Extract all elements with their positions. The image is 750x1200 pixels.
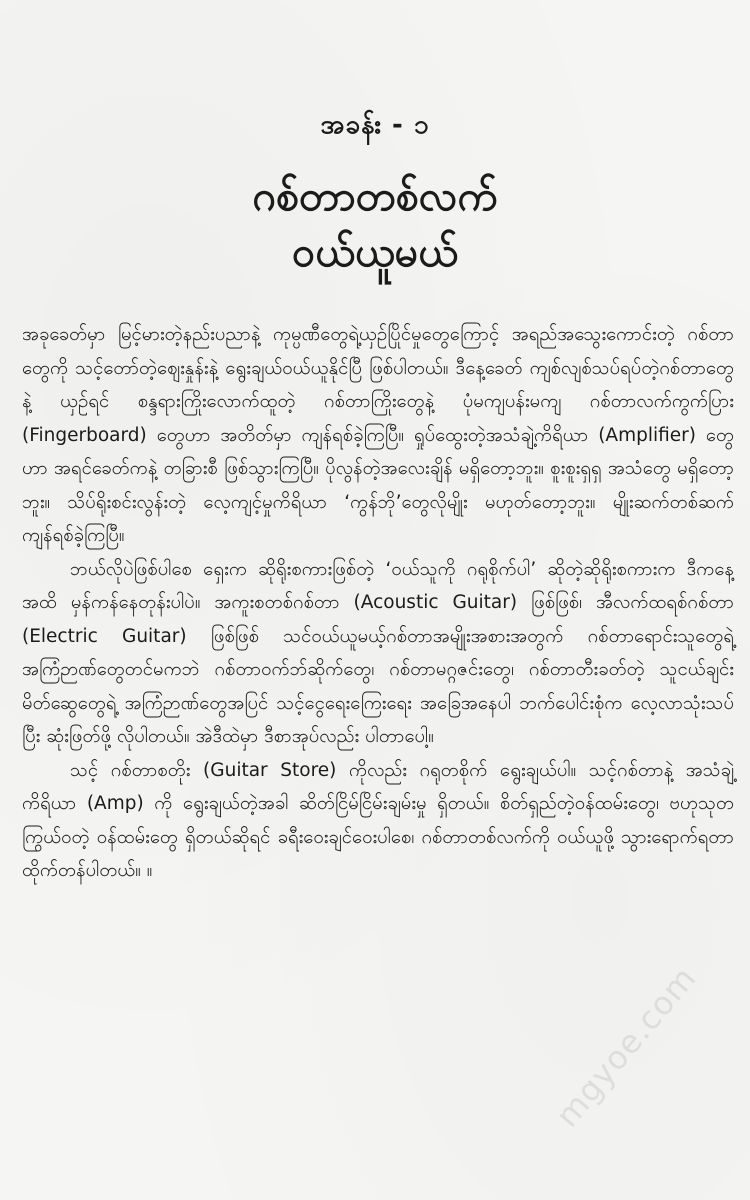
paragraph-2: ဘယ်လိုပဲဖြစ်ပါစေ ရှေးက ဆိုရိုးစကားဖြစ်တဲ့ ‘ဝယ်သူကို ဂရုစိုက်ပါ’ ဆိုတဲ့ဆိုရိုးစကားက ဒီကနေ့အထိ မှန်ကန်နေတုန်းပါပဲ။ အကူးစတစ်ဂစ်တာ (Acoustic Guitar) ဖြစ်ဖြစ်၊ အီလက်ထရစ်ဂစ်တာ (Electric Guitar) ဖြစ်ဖြစ် သင်ဝယ်ယူမယ့်ဂစ်တာအမျိုးအစားအတွက် ဂစ်တာရောင်းသူတွေရဲ့ အကြံဉာဏ်တွေတင်မကဘဲ ဂစ်တာဝက်ဘ်ဆိုက်တွေ၊ ဂစ်တာမဂ္ဂဇင်းတွေ၊ ဂစ်တာတီးခတ်တဲ့ သူငယ်ချင်းမိတ်ဆွေတွေရဲ့ အကြံဉာဏ်တွေအပြင် သင့်ငွေရေးကြေးရေး အခြေအနေပါ ဘက်ပေါင်းစုံက လေ့လာသုံးသပ်ပြီး ဆုံးဖြတ်ဖို့ လိုပါတယ်။ အဲဒီထဲမှာ ဒီစာအုပ်လည်း ပါတာပေါ့။ xyxy=(22,558,734,747)
chapter-title-line-2: ဝယ်ယူမယ် xyxy=(292,228,458,276)
watermark: mgyoe.com xyxy=(548,958,704,1135)
chapter-title xyxy=(0,168,750,280)
paragraph-1: အခုခေတ်မှာ မြင့်မားတဲ့နည်းပညာနဲ့ ကုမ္ပဏီတွေရဲ့ယှဉ်ပြိုင်မှုတွေကြောင့် အရည်အသွေးကောင်းတဲ့ ဂစ်တာတွေကို သင့်တော်တဲ့ဈေးနှုန်းနဲ့ ရွေးချယ်ဝယ်ယူနိုင်ပြီ ဖြစ်ပါတယ်။ ဒီနေ့ခေတ် ကျစ်လျစ်သပ်ရပ်တဲ့ဂစ်တာတွေနဲ့ ယှဉ်ရင် စန္ဒရားကြိုးလောက်ထူတဲ့ ဂစ်တာကြိုးတွေနဲ့ ပုံမကျပန်းမကျ ဂစ်တာလက်ကွက်ပြား (Fingerboard) တွေဟာ အတိတ်မှာ ကျန်ရစ်ခဲ့ကြပြီ။ ရှုပ်ထွေးတဲ့အသံချဲ့ကိရိယာ (Amplifier) တွေဟာ အရင်ခေတ်ကနဲ့ တခြားစီ ဖြစ်သွားကြပြီ။ ပိုလွန်တဲ့အလေးချိန် မရှိတော့ဘူး။ စူးစူးရှရှ အသံတွေ မရှိတော့ဘူး။ သိပ်ရိုးစင်းလွန်းတဲ့ လေ့ကျင့်မှုကိရိယာ ‘ကွန်ဘို’တွေလိုမျိုး မဟုတ်တော့ဘူး။ မျိုးဆက်တစ်ဆက် ကျန်ရစ်ခဲ့ကြပြီ။ xyxy=(22,324,734,546)
paragraph-3: သင့် ဂစ်တာစတိုး (Guitar Store) ကိုလည်း ဂရုတစိုက် ရွေးချယ်ပါ။ သင့်ဂစ်တာနဲ့ အသံချဲ့ကိရိယာ (Amp) ကို ရွေးချယ်တဲ့အခါ ဆိတ်ငြိမ်ငြိမ်းချမ်းမှု ရှိတယ်။ စိတ်ရှည်တဲ့ဝန်ထမ်းတွေ၊ ဗဟုသုတကြွယ်ဝတဲ့ ဝန်ထမ်းတွေ ရှိတယ်ဆိုရင် ခရီးဝေးချင်ဝေးပါစေ၊ ဂစ်တာတစ်လက်ကို ဝယ်ယူဖို့ သွားရောက်ရတာ ထိုက်တန်ပါတယ်။ ။ xyxy=(22,759,734,881)
chapter-label: အခန်း - ၁ xyxy=(320,110,430,140)
body-text xyxy=(22,318,734,888)
chapter-title-line-1: ဂစ်တာတစ်လက် xyxy=(252,172,498,220)
